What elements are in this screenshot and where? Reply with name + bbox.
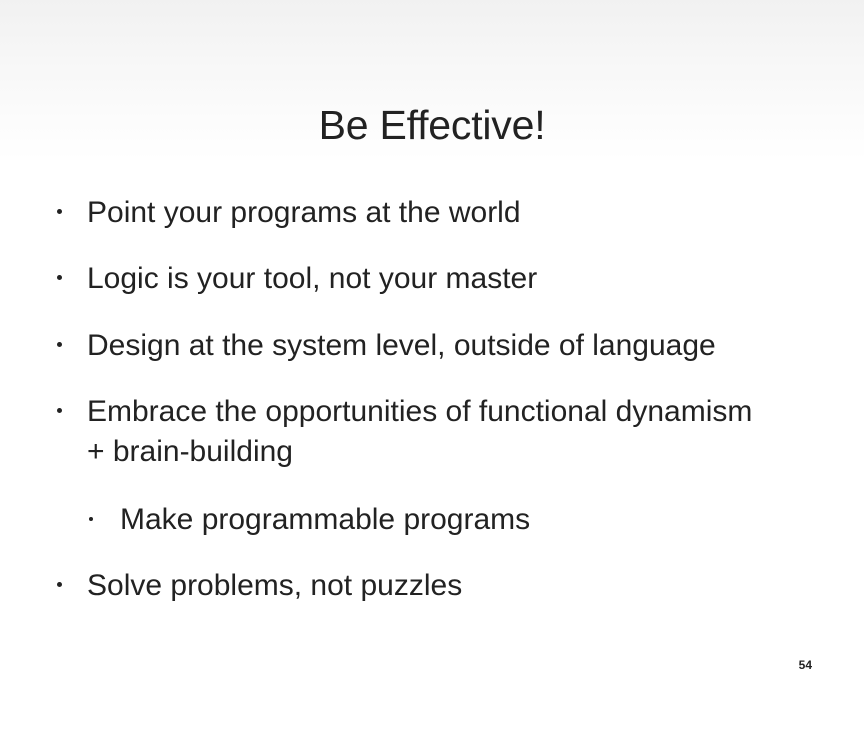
sub-bullet-text: Make programmable programs [120, 503, 531, 536]
bullet-item [87, 566, 462, 606]
bullet-dot-icon [57, 275, 62, 280]
page-number: 54 [798, 658, 812, 672]
bullet-text: Logic is your tool, not your master [87, 262, 538, 295]
bullet-dot-icon [57, 209, 62, 214]
slide-title: Be Effective! [318, 102, 546, 148]
bullet-text: Design at the system level, outside of language [87, 329, 716, 362]
bullet-text: Point your programs at the world [87, 196, 521, 229]
bullet-item [87, 259, 537, 299]
bullet-text: Solve problems, not puzzles [87, 569, 463, 602]
bullet-text-line-1: Embrace the opportunities of functional dynamism [87, 395, 753, 428]
bullet-item [87, 326, 716, 366]
sub-bullet-dot-icon [89, 517, 93, 521]
bullet-item [87, 193, 521, 233]
sub-bullet-item [120, 500, 530, 540]
bullet-dot-icon [57, 342, 62, 347]
bullet-text-line-2: + brain-building [87, 435, 293, 468]
bullet-dot-icon [57, 408, 62, 413]
bullet-dot-icon [57, 582, 62, 587]
bullet-item [87, 392, 752, 472]
